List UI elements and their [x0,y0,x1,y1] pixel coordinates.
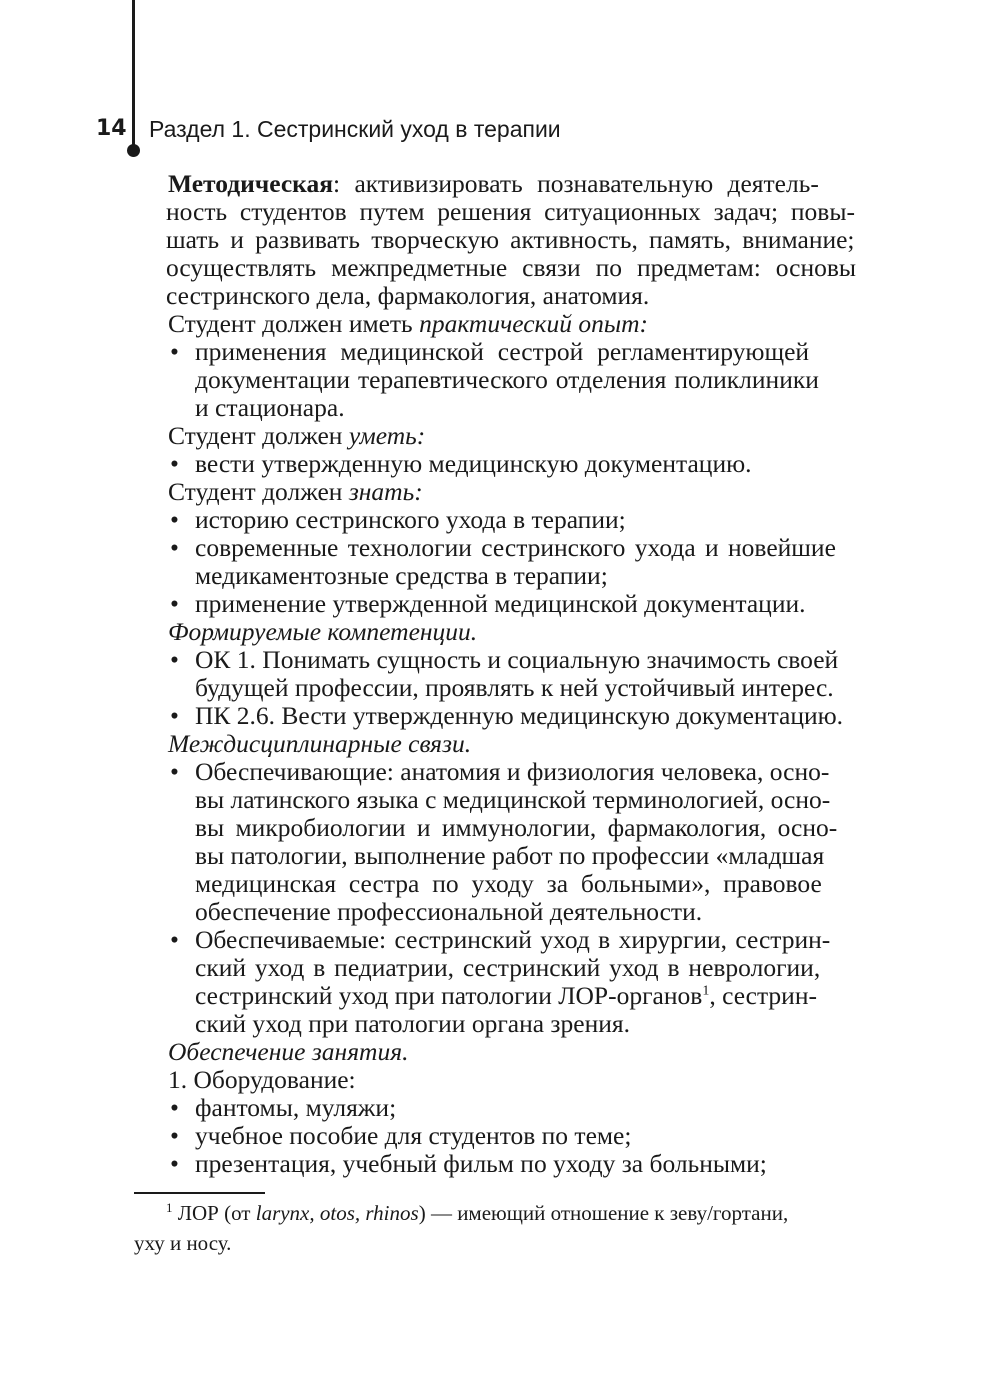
bullet: • [170,701,179,730]
methodical-line: ность студентов путем решения ситуационных задач; повы- [166,197,855,226]
lead-text: Студент должен [168,421,349,450]
footnote [134,1198,879,1258]
list-line: ОК 1. Понимать сущность и социальную значимость своей [195,645,839,674]
list-line: медицинская сестра по уходу за больными», правовое [195,869,822,898]
list-line: вести утвержденную медицинскую документацию. [195,449,752,478]
skills-lead [168,422,879,450]
methodical-line: осуществлять межпредметные связи по предметам: основы [166,253,857,282]
list-line: и стационара. [195,393,345,422]
bullet: • [170,533,179,562]
heading-italic: Формируемые компетенции. [168,617,478,646]
list-item [168,702,879,730]
bullet: • [170,925,179,954]
footnote-latin: larynx, otos, rhinos [255,1201,419,1225]
bullet: • [170,337,179,366]
bullet: • [170,505,179,534]
list-line: документации терапевтического отделения поликлиники [195,365,819,394]
interdisciplinary-heading [168,730,879,758]
list-item [168,590,879,618]
methodical-line: : активизировать познавательную деятель- [333,169,819,198]
list-line: ский уход при патологии органа зрения. [195,1009,630,1038]
lead-italic: знать: [348,477,423,506]
footnote-ref: 1 [702,983,710,999]
list-line: историю сестринского ухода в терапии; [195,505,626,534]
bullet: • [170,1149,179,1178]
list-item [168,1122,879,1150]
list-line: обеспечение профессиональной деятельности. [195,897,703,926]
lead-text: Студент должен иметь [168,309,420,338]
list-line: применение утвержденной медицинской документации. [195,589,806,618]
methodical-label: Методическая [168,169,334,198]
margin-dot [127,144,140,157]
competencies-heading [168,618,879,646]
list-item [168,534,879,590]
list-line: вы патологии, выполнение работ по профессии «младшая [195,841,825,870]
list-line: Обеспечивающие: анатомия и физиология человека, осно- [195,757,830,786]
bullet: • [170,757,179,786]
list-line: презентация, учебный фильм по уходу за больными; [195,1149,767,1178]
list-line: медикаментозные средства в терапии; [195,561,608,590]
list-item [168,1150,879,1178]
lead-text: Студент должен [168,477,349,506]
list-line: учебное пособие для студентов по теме; [195,1121,632,1150]
methodical-cont [166,198,879,310]
bullet: • [170,1093,179,1122]
list-line: вы латинского языка с медицинской терминологией, осно- [195,785,831,814]
list-line: вы микробиологии и иммунологии, фармакология, осно- [195,813,838,842]
list-line: современные технологии сестринского ухода и новейшие [195,533,836,562]
running-title: Раздел 1. Сестринский уход в терапии [149,116,561,142]
list-line: Обеспечиваемые: сестринский уход в хирургии, сестрин- [195,925,831,954]
list-item [168,646,879,702]
list-line [195,982,879,1010]
footnote-line [134,1198,879,1228]
methodical-line: шать и развивать творческую активность, память, внимание; [166,225,855,254]
heading-italic: Обеспечение занятия. [168,1037,409,1066]
footnote-mark: 1 [166,1200,173,1215]
list-line: будущей профессии, проявлять к ней устойчивый интерес. [195,673,834,702]
list-item [168,450,879,478]
methodical-line: сестринского дела, фармакология, анатомия. [166,281,650,310]
lead-italic: уметь: [348,421,426,450]
heading-italic: Междисциплинарные связи. [168,729,472,758]
bullet: • [170,1121,179,1150]
footnote-line: уху и носу. [134,1231,232,1255]
list-item [168,506,879,534]
footnote-text: ЛОР (от [172,1201,256,1225]
line-text: , сестрин- [709,981,817,1010]
list-line: ский уход в педиатрии, сестринский уход в неврологии, [195,953,821,982]
footnote-text: ) — имеющий отношение к зеву/гортани, [418,1201,789,1225]
equipment-title: 1. Оборудование: [168,1065,356,1094]
page-body [168,170,879,1178]
margin-rule [132,0,135,150]
list-item [168,758,879,926]
support-heading [168,1038,879,1066]
list-item [168,926,879,1038]
bullet: • [170,589,179,618]
lead-italic: практический опыт: [419,309,649,338]
list-item [168,1094,879,1122]
line-text: сестринский уход при патологии ЛОР-органов [195,981,703,1010]
footnote-rule [134,1192,265,1194]
knowledge-lead [168,478,879,506]
bullet: • [170,645,179,674]
list-item [168,338,879,422]
page-number: 14 [96,116,127,141]
list-line: применения медицинской сестрой регламентирующей [195,337,810,366]
bullet: • [170,449,179,478]
methodical-paragraph [168,170,879,198]
practical-lead [168,310,879,338]
list-line: ПК 2.6. Вести утвержденную медицинскую документацию. [195,701,844,730]
list-line: фантомы, муляжи; [195,1093,397,1122]
